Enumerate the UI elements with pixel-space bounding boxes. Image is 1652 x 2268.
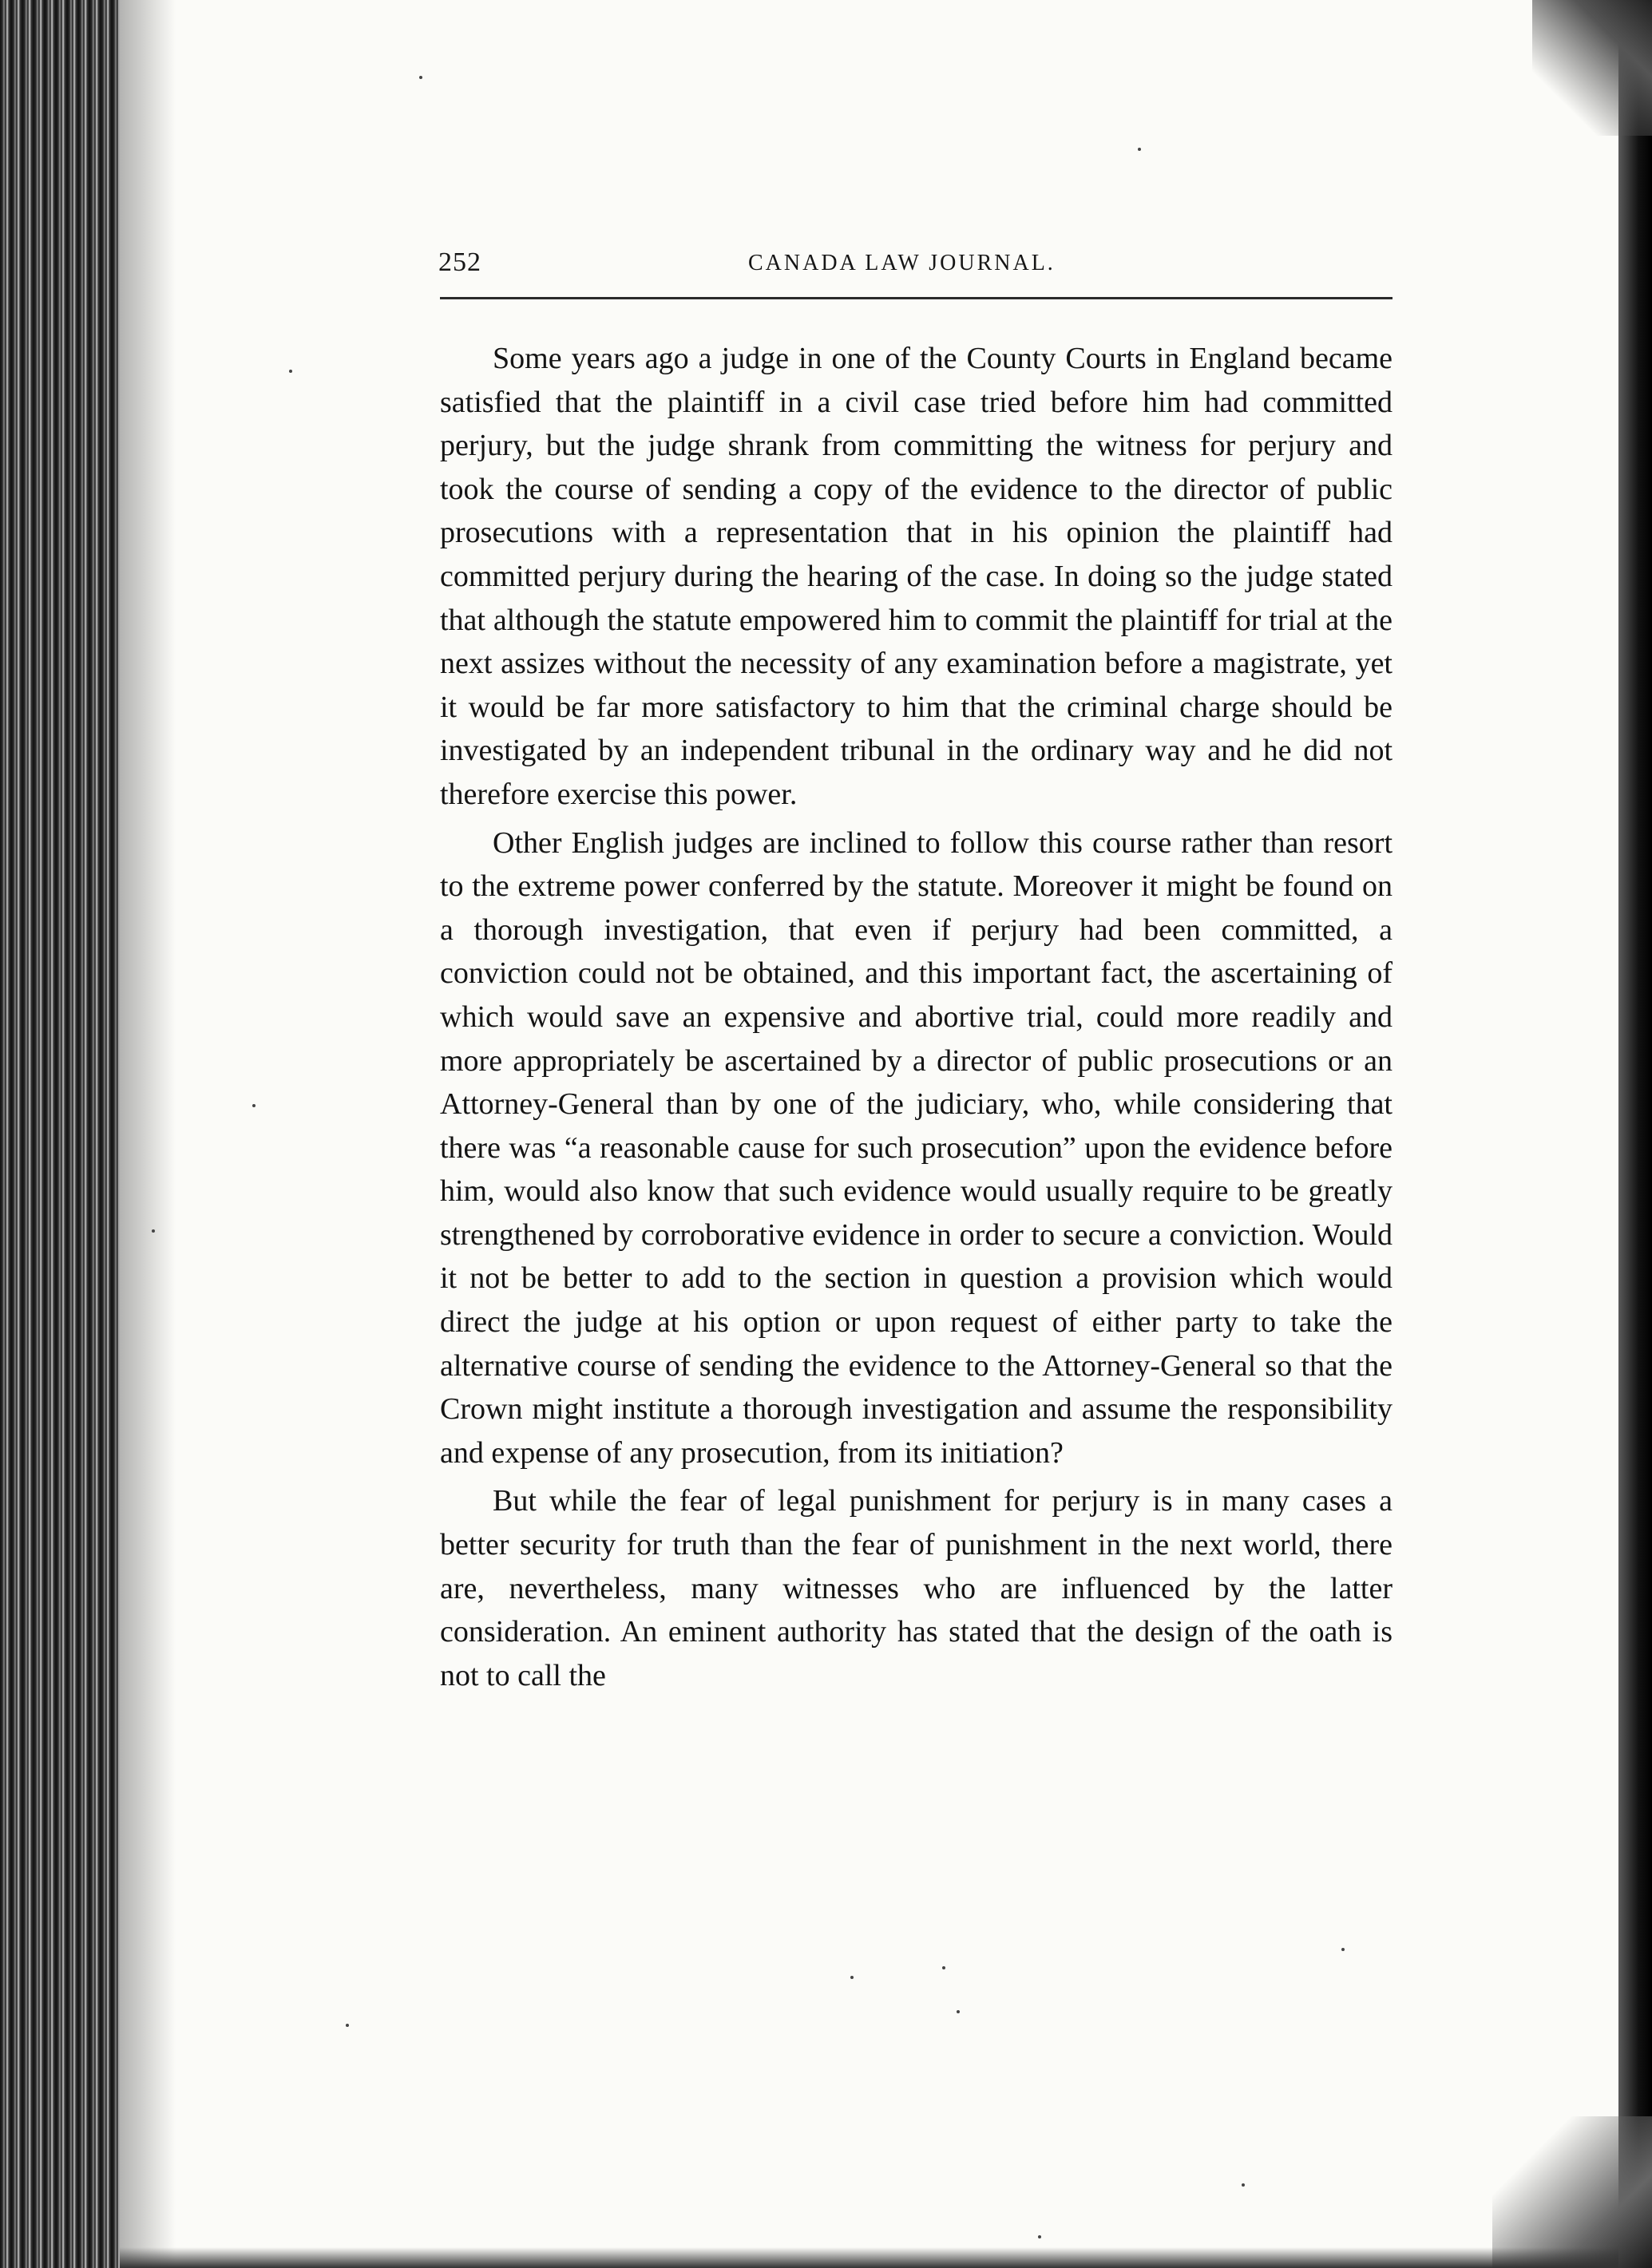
page-corner-bottom-right <box>1492 2116 1652 2268</box>
page-header <box>438 247 1396 295</box>
book-binding-edge <box>0 0 120 2268</box>
body-text <box>440 337 1393 1702</box>
paragraph: Other English judges are inclined to follow this course rather than resort to the extreme power conferred by the statute. Moreover it might be found on a thorough investigation, that even if perjury had been committed, a conviction could not be obtained, and this important fact, the ascertaining of which would save an expensive and abortive trial, could more readily and more appropriately be ascertained by a director of public prosecutions or an Attorney-General than by one of the judiciary, who, while considering that there was “a reasonable cause for such prosecution” upon the evidence before him, would also know that such evidence would usually require to be greatly strengthened by corroborative evidence in order to secure a conviction. Would it not be better to add to the section in question a provision which would direct the judge at his option or upon request of either party to take the alternative course of sending the evidence to the Attorney-General so that the Crown might institute a thorough investigation and assume the responsibility and expense of any prosecution, from its initiation? <box>440 825 1393 1470</box>
running-head: CANADA LAW JOURNAL. <box>748 251 1056 275</box>
binding-shadow <box>120 0 176 2268</box>
paragraph: But while the fear of legal punishment for perjury is in many cases a better security for truth than the fear of punishment in the next world, there are, nevertheless, many witnesses who are influenced by the latter consideration. An eminent authority has stated that the design of the oath is not to call the <box>440 1484 1393 1692</box>
header-rule <box>440 297 1393 299</box>
page-right-border <box>1618 0 1652 2268</box>
page-number: 252 <box>438 247 481 277</box>
page-bottom-edge <box>120 2247 1618 2268</box>
page-corner-top-right <box>1532 0 1652 136</box>
paragraph: Some years ago a judge in one of the County Courts in England became satisfied that the plaintiff in a civil case tried before him had committed perjury, but the judge shrank from committing the witness for perjury and took the course of sending a copy of the evidence to the director of public prosecutions with a representation that in his opinion the plaintiff had committed perjury during the hearing of the case. In doing so the judge stated that although the statute empowered him to commit the plaintiff for trial at the next assizes without the necessity of any examination before a magistrate, yet it would be far more satisfactory to him that the criminal charge should be investigated by an independent tribunal in the ordinary way and he did not therefore exercise this power. <box>440 342 1393 811</box>
